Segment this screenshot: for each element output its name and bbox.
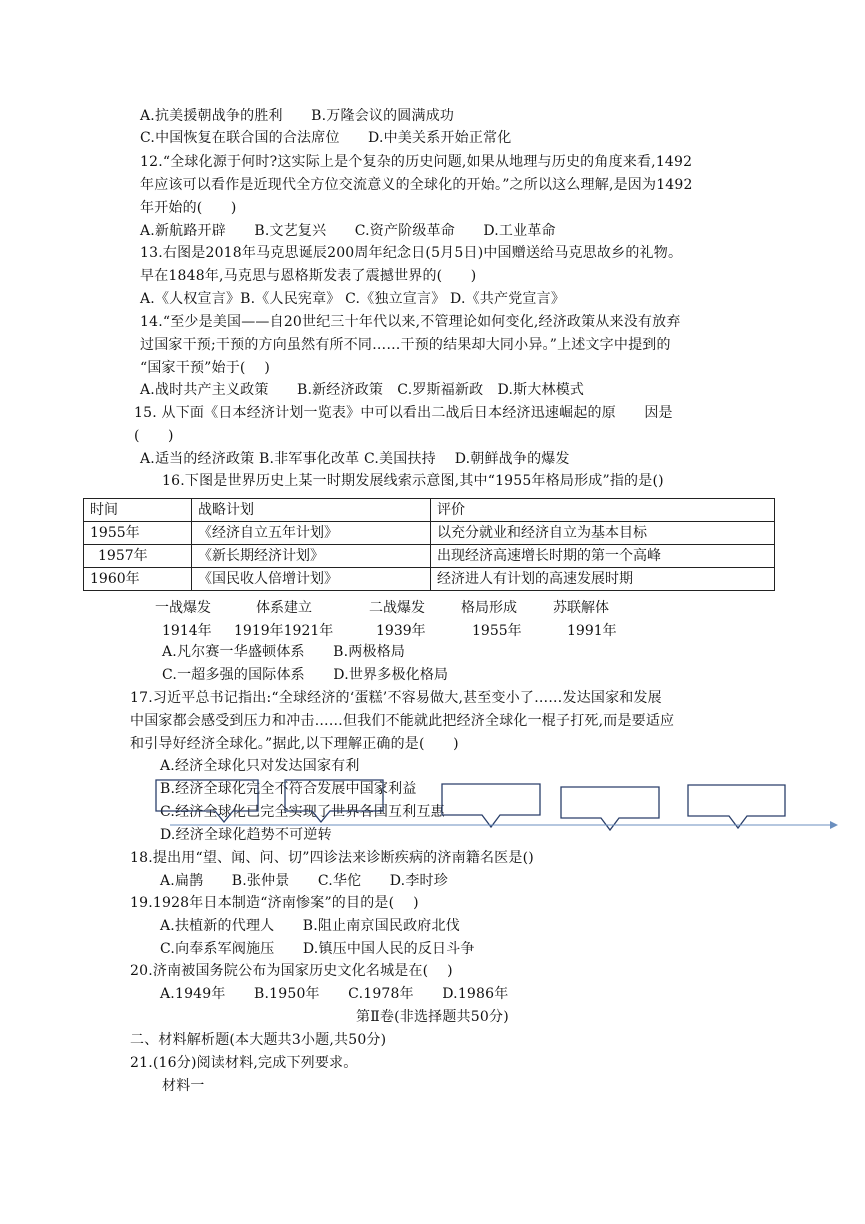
q12-options: A.新航路开辟 B.文艺复兴 C.资产阶级革命 D.工业革命 — [140, 223, 556, 239]
q18-options: A.扁鹊 B.张仲景 C.华佗 D.李时珍 — [160, 873, 448, 889]
table-cell: 1957年 — [84, 545, 192, 568]
timeline-event: 格局形成 — [461, 600, 517, 616]
timeline-box — [688, 785, 785, 828]
q13-stem-line2: 早在1848年,马克思与恩格斯发表了震撼世界的( ) — [140, 268, 477, 284]
timeline-box — [442, 784, 540, 827]
q14-stem-line3: “国家干预”始于( ) — [140, 360, 271, 376]
q17-option-c: C.经济全球化已完全实现了世界各国互利互惠 — [160, 804, 445, 820]
q17-stem-line1: 17.习近平总书记指出:“全球经济的‘蛋糕’不容易做大,甚至变小了……发达国家和发展 — [130, 690, 662, 706]
timeline-event: 二战爆发 — [369, 600, 425, 616]
q12-stem-line2: 年应该可以看作是近现代全方位交流意义的全球化的开始。”之所以这么理解,是因为1492 — [140, 177, 693, 193]
table-cell: 1955年 — [84, 522, 192, 545]
timeline-event: 苏联解体 — [553, 600, 609, 616]
q18-stem: 18.提出用“望、闻、问、切”四诊法来诊断疾病的济南籍名医是() — [130, 850, 534, 866]
table-header-cell: 评价 — [431, 499, 775, 522]
arrow-right-icon — [830, 821, 838, 829]
q14-stem-line1: 14.“至少是美国——自20世纪三十年代以来,不管理论如何变化,经济政策从来没有放弃 — [140, 314, 681, 330]
timeline-year: 1914年 — [162, 623, 212, 639]
q13-options: A.《人权宣言》B.《人民宪章》 C.《独立宣言》 D.《共产党宣言》 — [140, 291, 566, 307]
q17-stem-line3: 和引导好经济全球化。”据此,以下理解正确的是( ) — [130, 736, 459, 752]
timeline-box — [561, 787, 659, 830]
q11-options-cd: C.中国恢复在联合国的合法席位 D.中美关系开始正常化 — [140, 130, 512, 146]
timeline-box — [285, 780, 383, 822]
part-two-heading: 第Ⅱ卷(非选择题共50分) — [356, 1009, 509, 1025]
table-cell: 1960年 — [84, 568, 192, 591]
timeline-year: 1919年1921年 — [234, 623, 334, 639]
q15-options: A.适当的经济政策 B.非军事化改革 C.美国扶持 D.朝鲜战争的爆发 — [140, 451, 570, 467]
timeline-box — [156, 780, 258, 822]
table-cell: 经济进人有计划的高速发展时期 — [431, 568, 775, 591]
q14-stem-line2: 过国家干预;干预的方向虽然有所不同……干预的结果却大同小异。”上述文字中提到的 — [140, 337, 671, 353]
table-cell: 出现经济高速增长时期的第一个高峰 — [431, 545, 775, 568]
q12-stem-line1: 12.“全球化源于何时?这实际上是个复杂的历史问题,如果从地理与历史的角度来看,1492 — [140, 154, 693, 170]
q21-stem: 21.(16分)阅读材料,完成下列要求。 — [130, 1055, 358, 1071]
timeline-year: 1991年 — [567, 623, 617, 639]
table-header-cell: 战略计划 — [192, 499, 431, 522]
table-cell: 以充分就业和经济自立为基本目标 — [431, 522, 775, 545]
table-cell: 《新长期经济计划》 — [192, 545, 431, 568]
q15-stem-line1: 15. 从下面《日本经济计划一览表》中可以看出二战后日本经济迅速崛起的原 因是 — [134, 405, 673, 421]
q17-option-d: D.经济全球化趋势不可逆转 — [160, 827, 332, 843]
q19-options-ab: A.扶植新的代理人 B.阻止南京国民政府北伐 — [160, 918, 460, 934]
timeline-year: 1939年 — [376, 623, 426, 639]
q19-options-cd: C.向奉系军阀施压 D.镇压中国人民的反日斗争 — [160, 941, 475, 957]
timeline-event: 一战爆发 — [155, 600, 211, 616]
section-two-heading: 二、材料解析题(本大题共3小题,共50分) — [130, 1032, 387, 1048]
q11-options-ab: A.抗美援朝战争的胜利 B.万隆会议的圆满成功 — [140, 108, 455, 124]
timeline-year: 1955年 — [472, 623, 522, 639]
timeline-event: 体系建立 — [256, 600, 312, 616]
table-cell: 《经济自立五年计划》 — [192, 522, 431, 545]
q16-options-cd: C.一超多强的国际体系 D.世界多极化格局 — [162, 667, 449, 683]
q16-options-ab: A.凡尔赛一华盛顿体系 B.两极格局 — [162, 644, 406, 660]
q20-stem: 20.济南被国务院公布为国家历史文化名城是在( ) — [130, 963, 453, 979]
q19-stem: 19.1928年日本制造“济南惨案”的目的是( ) — [130, 895, 419, 911]
q16-stem: 16.下图是世界历史上某一时期发展线索示意图,其中“1955年格局形成”指的是() — [162, 473, 664, 489]
q17-option-b: B.经济全球化完全不符合发展中国家利益 — [160, 781, 417, 797]
q12-stem-line3: 年开始的( ) — [140, 200, 237, 216]
table-cell: 《国民收人倍增计划》 — [192, 568, 431, 591]
q17-stem-line2: 中国家都会感受到压力和冲击……但我们不能就此把经济全球化一棍子打死,而是要适应 — [130, 713, 675, 729]
material-one-label: 材料一 — [162, 1078, 205, 1094]
table-header-cell: 时间 — [84, 499, 192, 522]
q14-options: A.战时共产主义政策 B.新经济政策 C.罗斯福新政 D.斯大林模式 — [140, 382, 585, 398]
q13-stem-line1: 13.右图是2018年马克思诞辰200周年纪念日(5月5日)中国赠送给马克思故乡的礼物。 — [140, 245, 683, 261]
q20-options: A.1949年 B.1950年 C.1978年 D.1986年 — [160, 986, 509, 1002]
q15-stem-line2: ( ) — [134, 428, 174, 444]
q17-option-a: A.经济全球化只对发达国家有利 — [160, 758, 360, 774]
